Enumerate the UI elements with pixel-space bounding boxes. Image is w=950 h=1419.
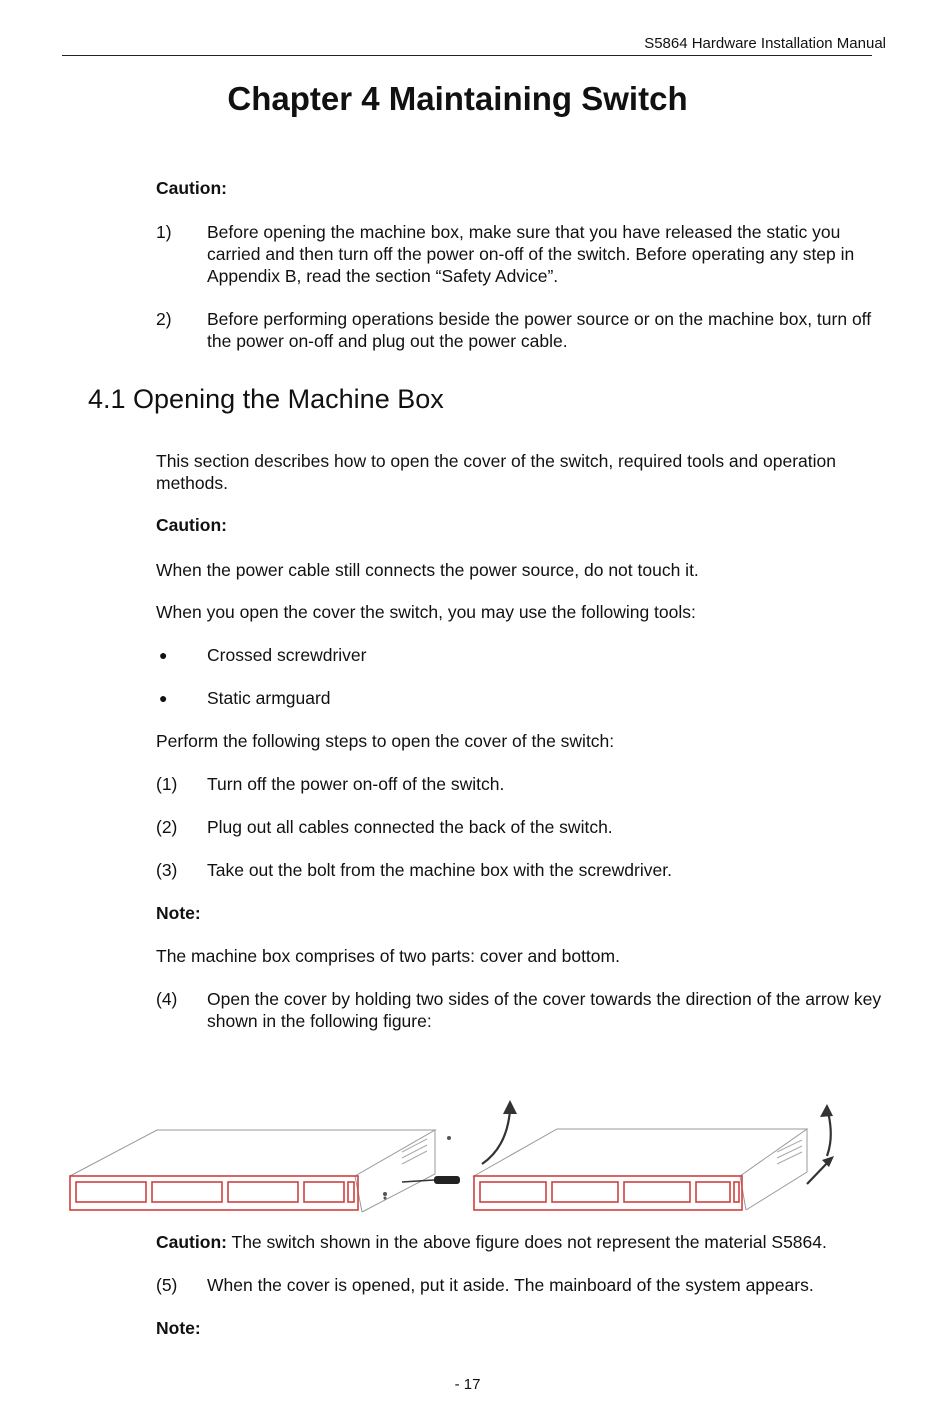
step-2-text: Plug out all cables connected the back of the switch.	[207, 817, 613, 837]
right-arrow-top-icon	[827, 1112, 831, 1156]
left-arrow-icon	[482, 1110, 510, 1164]
note-2-label: Note:	[156, 1318, 201, 1338]
chapter-title: Chapter 4 Maintaining Switch	[227, 80, 688, 117]
caution-item-1-text: Before opening the machine box, make sure that you have released the static you carried and then turn off the power on-off of the switch. Before operating any step in Appendix B, read the section “Safety Advice”.	[207, 222, 855, 286]
step-5-number: (5)	[156, 1275, 178, 1295]
screw-icon	[383, 1136, 451, 1200]
left-switch-top	[70, 1130, 435, 1176]
caution-item-2-number: 2)	[156, 309, 172, 329]
step-3-text: Take out the bolt from the machine box with the screwdriver.	[207, 860, 672, 880]
screwdriver-icon	[402, 1176, 460, 1184]
note-label: Note:	[156, 903, 201, 923]
step-2-number: (2)	[156, 817, 178, 837]
section-caution-label: Caution:	[156, 515, 227, 535]
right-switch-top	[474, 1129, 807, 1176]
step-1-text: Turn off the power on-off of the switch.	[207, 774, 505, 794]
bullet-icon: ●	[159, 647, 168, 663]
step-4-text: Open the cover by holding two sides of the cover towards the direction of the arrow key shown in the following figure:	[207, 989, 882, 1031]
tool-item-2: Static armguard	[207, 688, 331, 708]
step-3-number: (3)	[156, 860, 178, 880]
figure-caution-label: Caution:	[156, 1232, 227, 1252]
steps-intro: Perform the following steps to open the cover of the switch:	[156, 731, 615, 751]
step-4-number: (4)	[156, 989, 178, 1009]
left-switch-side	[362, 1130, 435, 1212]
tool-item-1: Crossed screwdriver	[207, 645, 367, 665]
page-number: - 17	[454, 1376, 481, 1393]
section-title: 4.1 Opening the Machine Box	[88, 384, 444, 414]
caution-item-2-text: Before performing operations beside the power source or on the machine box, turn off the power on-off and plug out the power cable.	[207, 309, 872, 351]
left-switch-front-panel	[70, 1176, 358, 1210]
bullet-icon: ●	[159, 690, 168, 706]
section-intro: This section describes how to open the cover of the switch, required tools and operation methods.	[156, 451, 836, 493]
tools-intro: When you open the cover the switch, you may use the following tools:	[156, 602, 696, 622]
section-caution-text: When the power cable still connects the power source, do not touch it.	[156, 560, 699, 580]
header-rule	[62, 55, 872, 56]
figure-caution-text: The switch shown in the above figure does not represent the material S5864.	[226, 1232, 827, 1252]
step-1-number: (1)	[156, 774, 178, 794]
step-5-text: When the cover is opened, put it aside. The mainboard of the system appears.	[207, 1275, 814, 1295]
right-switch-front-panel	[474, 1176, 742, 1210]
switch-cover-figure	[62, 1092, 852, 1217]
right-switch-side	[746, 1129, 807, 1210]
caution-label: Caution:	[156, 178, 227, 198]
figure-caution	[156, 1231, 896, 1253]
running-header: S5864 Hardware Installation Manual	[644, 35, 886, 52]
caution-item-1-number: 1)	[156, 222, 172, 242]
note-text: The machine box comprises of two parts: cover and bottom.	[156, 946, 620, 966]
